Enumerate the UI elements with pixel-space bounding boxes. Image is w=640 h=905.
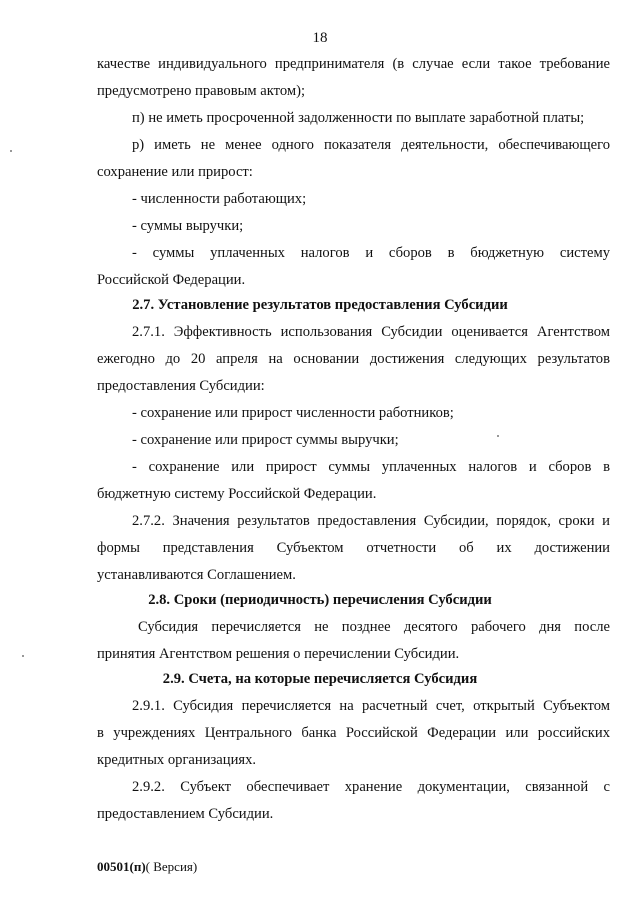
paragraph-line: Российской Федерации. [97,272,246,288]
section-heading-2-7: 2.7. Установление результатов предоставления Субсидии [132,297,508,313]
paragraph-line: предусмотрено правовым актом); [97,83,305,99]
document-code: 00501(п) [97,859,146,874]
paragraph-line: кредитных организациях. [97,752,257,768]
paragraph-line: сохранение или прирост: [97,164,253,180]
page-number: 18 [312,30,328,46]
paragraph-line: устанавливаются Соглашением. [97,567,296,583]
list-item: - сохранение или прирост суммы уплаченных налогов и сборов в [132,459,610,475]
paragraph-line: р) иметь не менее одного показателя деятельности, обеспечивающего [132,137,610,153]
paragraph-line: 2.9.2. Субъект обеспечивает хранение документации, связанной с [132,779,610,795]
list-item: - суммы выручки; [132,218,244,234]
paragraph-line: принятия Агентством решения о перечислении Субсидии. [97,646,460,662]
list-item: - численности работающих; [132,191,307,207]
section-heading-2-9: 2.9. Счета, на которые перечисляется Субсидия [162,671,478,687]
version-label: ( Версия) [145,859,198,874]
paragraph-line: предоставления Субсидии: [97,378,265,394]
footer [97,859,197,875]
paragraph-line: в учреждениях Центрального банка Российской Федерации или российских [97,725,610,741]
paragraph-line: качестве индивидуального предпринимателя (в случае если такое требование [97,56,610,72]
list-item: - сохранение или прирост суммы выручки; [132,432,399,448]
paragraph-line: Субсидия перечисляется не позднее десятого рабочего дня после [138,619,610,635]
paragraph-line: формы представления Субъектом отчетности об их достижении [97,540,610,556]
scan-speck [497,435,499,437]
scan-speck [22,655,24,657]
paragraph-line: 2.9.1. Субсидия перечисляется на расчетный счет, открытый Субъектом [132,698,610,714]
paragraph-line: п) не иметь просроченной задолженности по выплате заработной платы; [132,110,585,126]
paragraph-line: 2.7.1. Эффективность использования Субсидии оценивается Агентством [132,324,610,340]
section-heading-2-8: 2.8. Сроки (периодичность) перечисления Субсидии [148,592,492,608]
list-item: - суммы уплаченных налогов и сборов в бюджетную систему [132,245,610,261]
list-item: - сохранение или прирост численности работников; [132,405,454,421]
paragraph-line: предоставлением Субсидии. [97,806,274,822]
scan-speck [10,150,12,152]
paragraph-line: ежегодно до 20 апреля на основании достижения следующих результатов [97,351,610,367]
paragraph-line: 2.7.2. Значения результатов предоставления Субсидии, порядок, сроки и [132,513,610,529]
paragraph-line: бюджетную систему Российской Федерации. [97,486,377,502]
